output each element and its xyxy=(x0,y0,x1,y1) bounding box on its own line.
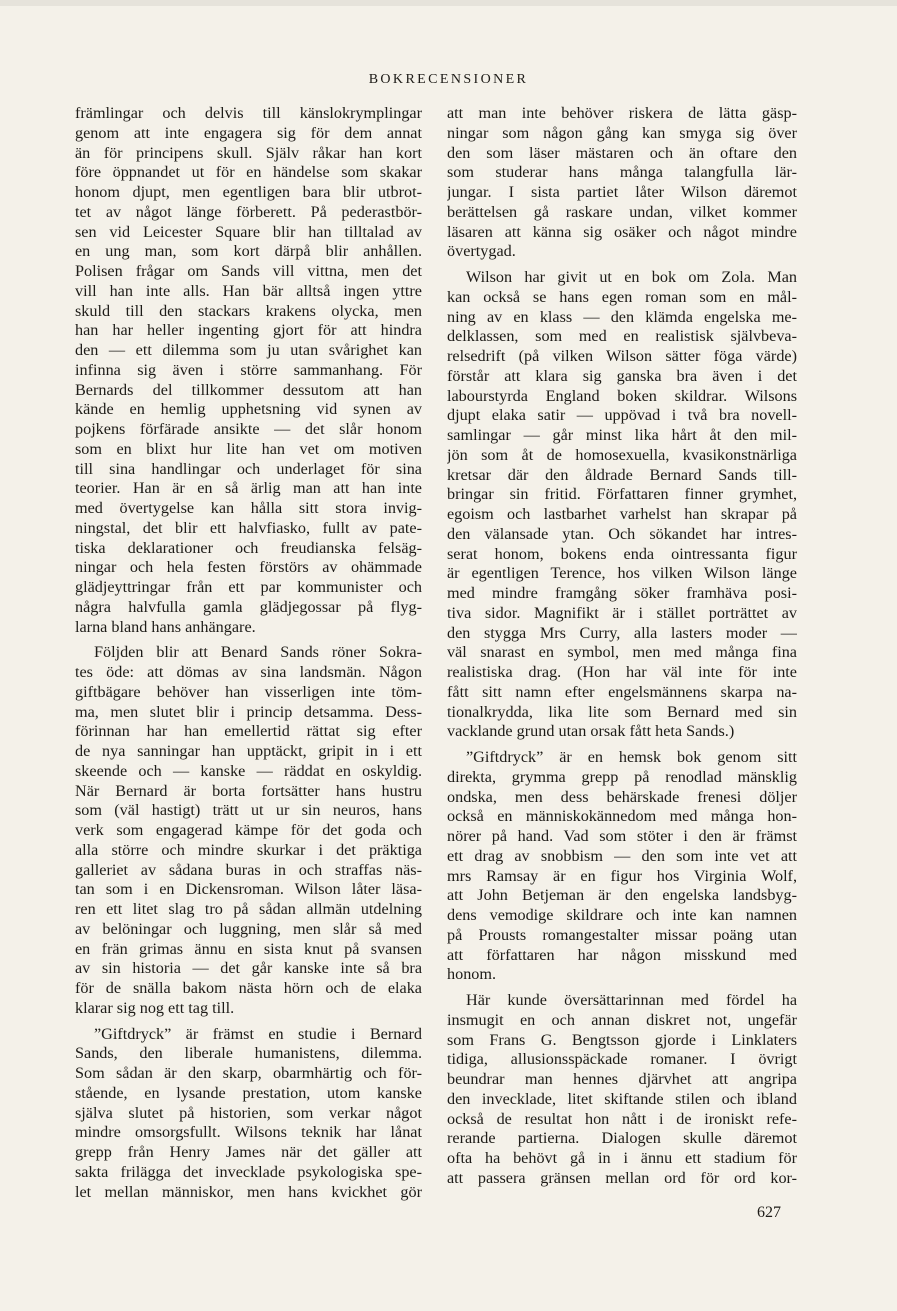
text-line: förstår att klara sig ganska bra även i det xyxy=(447,366,797,385)
text-line: ning av en klass — den klämda engelska me- xyxy=(447,307,797,326)
text-line: rerande partierna. Dialogen skulle däremot xyxy=(447,1129,797,1148)
text-line: samlingar — går minst lika hårt åt den mil- xyxy=(447,426,797,444)
left-text-column xyxy=(75,104,422,1202)
text-line: grepp från Henry James när det gäller att xyxy=(75,1143,422,1161)
text-line: honom djupt, men egentligen bara blir utbrot- xyxy=(75,183,422,201)
text-line: en frän grimas ännu en sista knut på svansen xyxy=(75,939,422,958)
text-line: direkta, grymma grepp på renodlad mänsklig xyxy=(447,767,797,786)
text-line: serat honom, bokens enda ointressanta figur xyxy=(447,544,797,563)
text-line: Som sådan är den skarp, obarmhärtig och för- xyxy=(75,1064,422,1082)
text-line: tet av något länge förberett. På pederastbör- xyxy=(75,202,422,221)
text-line: relsedrift (på vilken Wilson sätter föga värde) xyxy=(447,347,797,365)
text-line: läsaren att känna sig osäker och något mindre xyxy=(447,222,797,241)
text-line: tiska deklarationer och freudianska felsäg- xyxy=(75,538,422,557)
text-line: den välansade ytan. Och sökandet har intres- xyxy=(447,524,797,543)
text-line: för de snälla bakom nästa hörn och de elaka xyxy=(75,979,422,997)
text-line: vacklande grund utan orsak fått heta Sands.) xyxy=(447,722,735,741)
text-line: att författaren har någon misskund med xyxy=(447,945,797,964)
text-line: mindre omsorgsfullt. Wilsons teknik har lånat xyxy=(75,1123,422,1142)
text-line: ma, men slutet blir i princip detsamma. Dess- xyxy=(75,702,422,721)
text-line: ofta ha behövt gå in i ännu ett stadium för xyxy=(447,1149,797,1167)
text-line: kände en hemlig upphetsning vid synen av xyxy=(75,400,422,419)
text-line: kan också se hans egen roman som en mål- xyxy=(447,287,797,306)
text-line: jungar. I sista partiet låter Wilson däremot xyxy=(447,183,797,201)
text-line: berättelsen gå raskare undan, vilket kommer xyxy=(447,202,797,221)
text-line: att John Betjeman är den engelska landsbyg- xyxy=(447,886,797,905)
text-line: galleriet av sådana buras in och straffas näs- xyxy=(75,860,422,879)
text-line: honom. xyxy=(447,965,497,984)
text-line: Polisen frågar om Sands vill vittna, men det xyxy=(75,262,422,280)
text-line: ningar och hela festen förstörs av ohämmade xyxy=(75,558,422,577)
text-line: Wilson har givit ut en bok om Zola. Man xyxy=(466,268,797,286)
text-line: också de resultat hon nått i de ironiskt refe- xyxy=(447,1109,797,1128)
text-line: skuld till den stackars krakens olycka, men xyxy=(75,301,422,320)
text-line: glädjeyttringar från ett par kommunister och xyxy=(75,578,422,596)
text-line: den stygga Mrs Curry, alla lasters moder — xyxy=(447,623,797,642)
text-line: kretsar där den åldrade Bernard Sands till- xyxy=(447,465,797,484)
text-line: av belöningar och luggning, men slår så med xyxy=(75,919,422,938)
text-line: stående, en lysande prestation, utom kanske xyxy=(75,1083,422,1102)
text-line: larna bland hans anhängare. xyxy=(75,617,256,636)
text-line: ren ett litet slag tro på sådan allmän utdelning xyxy=(75,900,422,918)
text-line: egoism och lastbarhet varhelst han skrapar på xyxy=(447,505,797,523)
text-line: dens vemodige skildrare och inte kan namnen xyxy=(447,906,797,924)
text-line: jön som åt de homosexuella, kvasikonstnärliga xyxy=(447,445,797,464)
text-line: den som läser mästaren och än oftare den xyxy=(447,143,797,162)
text-line: några halvfulla gamla glädjegossar på flyg- xyxy=(75,597,422,616)
text-line: tan som i en Dickensroman. Wilson låter läsa- xyxy=(75,880,422,899)
text-line: den invecklade, litet skiftande stilen och ibland xyxy=(447,1089,797,1108)
text-line: till sina handlingar och underlaget för sina xyxy=(75,459,422,478)
text-line: ett drag av snobbism — den som inte vet att xyxy=(447,846,797,865)
text-line: mrs Ramsay är en figur hos Virginia Wolf, xyxy=(447,866,797,885)
text-line: främlingar och delvis till känslokrymplingar xyxy=(75,104,422,122)
text-line: av sin historia — det går kanske inte så bra xyxy=(75,959,422,978)
text-line: tidiga, allusionsspäckade romaner. I övrigt xyxy=(447,1050,797,1069)
text-line: infinna sig även i större sammanhang. För xyxy=(75,360,422,379)
text-line: tiva sidor. Magnifikt är i stället porträttet av xyxy=(447,603,797,622)
text-line: När Bernard är borta fortsätter hans hustru xyxy=(75,781,422,800)
running-head: BOKRECENSIONER xyxy=(368,72,529,87)
text-line: let mellan människor, men hans kvickhet gör xyxy=(75,1182,422,1201)
text-line: ningar som någon gång kan smyga sig över xyxy=(447,123,797,142)
text-line: Här kunde översättarinnan med fördel ha xyxy=(466,991,797,1009)
text-line: djupt elaka satir — uppövad i två bra novell- xyxy=(447,406,797,425)
text-line: Bernards del tillkommer dessutom att han xyxy=(75,380,422,399)
text-line: skeende och — kanske — räddat en oskyldig. xyxy=(75,761,422,780)
text-line: övertygad. xyxy=(447,242,516,261)
text-line: de nya sanningar han upptäckt, gripit in i ett xyxy=(75,742,422,760)
text-line: att man inte behöver riskera de lätta gäsp- xyxy=(447,104,797,122)
text-line: före öppnandet ut för en händelse som skakar xyxy=(75,163,422,182)
text-line: giftbägare behöver han visserligen inte töm- xyxy=(75,682,422,701)
right-text-column xyxy=(447,104,797,1189)
text-line: den — ett dilemma som ju utan svårighet kan xyxy=(75,341,422,359)
text-line: med mindre framgång söker framhäva posi- xyxy=(447,584,797,602)
text-line: fått sitt namn efter engelsmännens skarpa na- xyxy=(447,682,797,701)
text-line: ningstal, det blir ett halvfiasko, fullt av pate- xyxy=(75,518,422,537)
text-line: att passera gränsen mellan ord för ord kor- xyxy=(447,1168,797,1187)
text-line: beundrar man hennes djärvhet att angripa xyxy=(447,1070,797,1088)
text-line: en ung man, som kort därpå blir anhållen. xyxy=(75,242,422,261)
text-line: ”Giftdryck” är främst en studie i Bernard xyxy=(94,1024,422,1043)
text-line: realistiska drag. (Hon har väl inte för inte xyxy=(447,663,797,681)
text-line: själva slutet på historien, som verkar något xyxy=(75,1103,422,1122)
page-number: 627 xyxy=(757,1204,781,1221)
text-line: teorier. Han är en så ärlig man att han inte xyxy=(75,479,422,498)
text-line: han har heller ingenting gjort för att hindra xyxy=(75,321,422,340)
text-line: genom att inte engagera sig för dem annat xyxy=(75,123,422,142)
text-line: som (väl hastigt) trätt ut ur sin neuros, hans xyxy=(75,801,422,820)
text-line: delklassen, som med en realistisk självbeva- xyxy=(447,327,797,346)
text-line: insmugit en och annan diskret not, ungefär xyxy=(447,1010,797,1029)
page-top-edge xyxy=(0,0,897,6)
text-line: väl snarast en symbol, men med många fina xyxy=(447,643,797,662)
text-line: också en människokännedom med många hon- xyxy=(447,807,797,826)
text-line: sen vid Leicester Square blir han tilltalad av xyxy=(75,222,422,241)
text-line: sakta frilägga det invecklade psykologiska spe- xyxy=(75,1162,422,1181)
text-line: Följden blir att Benard Sands röner Sokra- xyxy=(94,643,422,662)
text-line: labourstyrda England boken skildrar. Wilsons xyxy=(447,386,797,405)
text-line: tionalkrydda, lika lite som Bernard med sin xyxy=(447,702,797,721)
text-line: är egentligen Terence, hos vilken Wilson länge xyxy=(447,564,797,583)
text-line: pojkens förfärade ansikte — det slår honom xyxy=(75,420,422,438)
text-line: nörer på hand. Vad som stöter i den är främst xyxy=(447,827,797,845)
text-line: klarar sig nog ett tag till. xyxy=(75,998,235,1017)
text-line: som studerar hans många talangfulla lär- xyxy=(447,163,797,182)
text-line: förinnan har han emellertid rättat sig efter xyxy=(75,722,422,741)
text-line: vill han inte alls. Han bär alltså ingen yttre xyxy=(75,281,422,300)
text-line: ”Giftdryck” är en hemsk bok genom sitt xyxy=(466,748,797,766)
text-line: verk som engagerad kämpe för det goda och xyxy=(75,821,422,839)
text-line: tes öde: att dömas av sina landsmän. Någon xyxy=(75,663,422,681)
text-line: som en blixt hur lite han vet om motiven xyxy=(75,439,422,458)
text-line: ondska, men dess behärskade frenesi döljer xyxy=(447,787,797,806)
text-line: med övertygelse kan hålla sitt stora invig- xyxy=(75,499,422,517)
text-line: bringar sin fritid. Författaren finner grymhet, xyxy=(447,485,797,504)
text-line: som Frans G. Bengtsson gjorde i Linklaters xyxy=(447,1030,797,1049)
text-line: på Prousts romangestalter missar poäng utan xyxy=(447,925,797,944)
text-line: alla större och mindre skurkar i det präktiga xyxy=(75,840,422,859)
text-line: än för principens skull. Själv råkar han kort xyxy=(75,143,422,162)
text-line: Sands, den liberale humanistens, dilemma. xyxy=(75,1044,422,1063)
